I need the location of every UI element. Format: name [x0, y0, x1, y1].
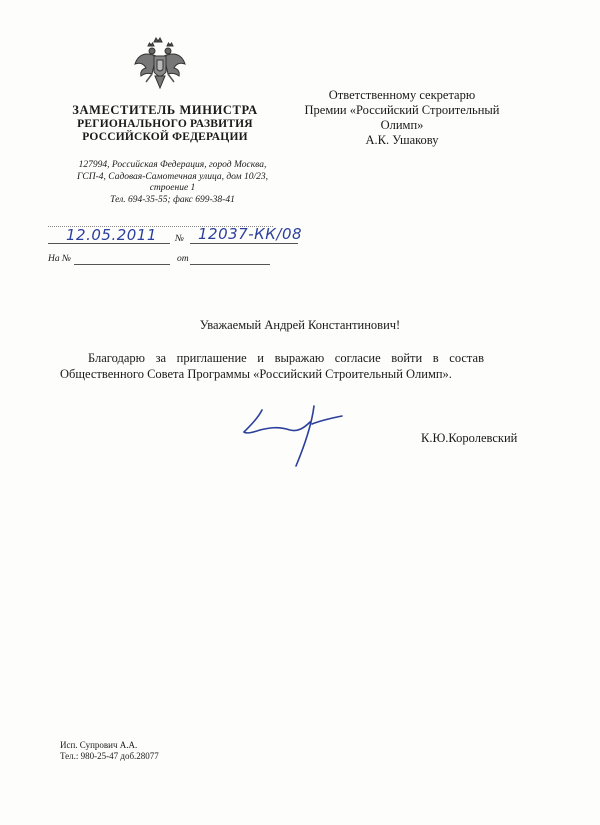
org-title-line: ЗАМЕСТИТЕЛЬ МИНИСТРА: [72, 103, 258, 117]
organization-header: [60, 104, 270, 145]
org-title-line: РОССИЙСКОЙ ФЕДЕРАЦИИ: [82, 131, 248, 143]
signer-name: К.Ю.Королевский: [421, 431, 518, 445]
handwritten-date: 12.05.2011: [66, 226, 157, 244]
salutation: Уважаемый Андрей Константинович!: [199, 318, 401, 332]
org-title-line: РЕГИОНАЛЬНОГО РАЗВИТИЯ: [77, 117, 253, 130]
addressee-line: Ответственному секретарю: [328, 88, 476, 102]
handwritten-signature: [238, 392, 348, 472]
address-line: ГСП-4, Садовая-Самотечная улица, дом 10/23,: [77, 171, 268, 182]
number-underline: [190, 243, 298, 244]
reply-date-underline: [190, 264, 270, 265]
address-line: 127994, Российская Федерация, город Москва,: [78, 160, 267, 170]
addressee-line: Олимп»: [380, 118, 424, 132]
sender-address: [60, 160, 285, 206]
addressee-block: [296, 88, 508, 148]
executor-name: Исп. Супрович А.А.: [60, 740, 138, 750]
executor-phone: Тел.: 980-25-47 доб.28077: [60, 751, 159, 761]
addressee-line: Премии «Российский Строительный: [304, 103, 500, 117]
handwritten-number: 12037-КК/08: [198, 225, 303, 243]
reply-to-label: На №: [48, 254, 71, 264]
body-paragraph: Благодарю за приглашение и выражаю согласие войти в состав Общественного Совета Программы «Российский Строительный Олимп».: [60, 351, 484, 381]
number-sign: №: [175, 234, 184, 244]
coat-of-arms-emblem-icon: [132, 36, 188, 92]
address-line: Тел. 694-35-55; факс 699-38-41: [110, 194, 235, 205]
addressee-line: А.К. Ушакову: [365, 133, 439, 147]
from-label: от: [177, 254, 189, 264]
executor-footer: [60, 740, 159, 762]
address-line: строение 1: [149, 183, 196, 193]
reply-number-underline: [74, 264, 170, 265]
